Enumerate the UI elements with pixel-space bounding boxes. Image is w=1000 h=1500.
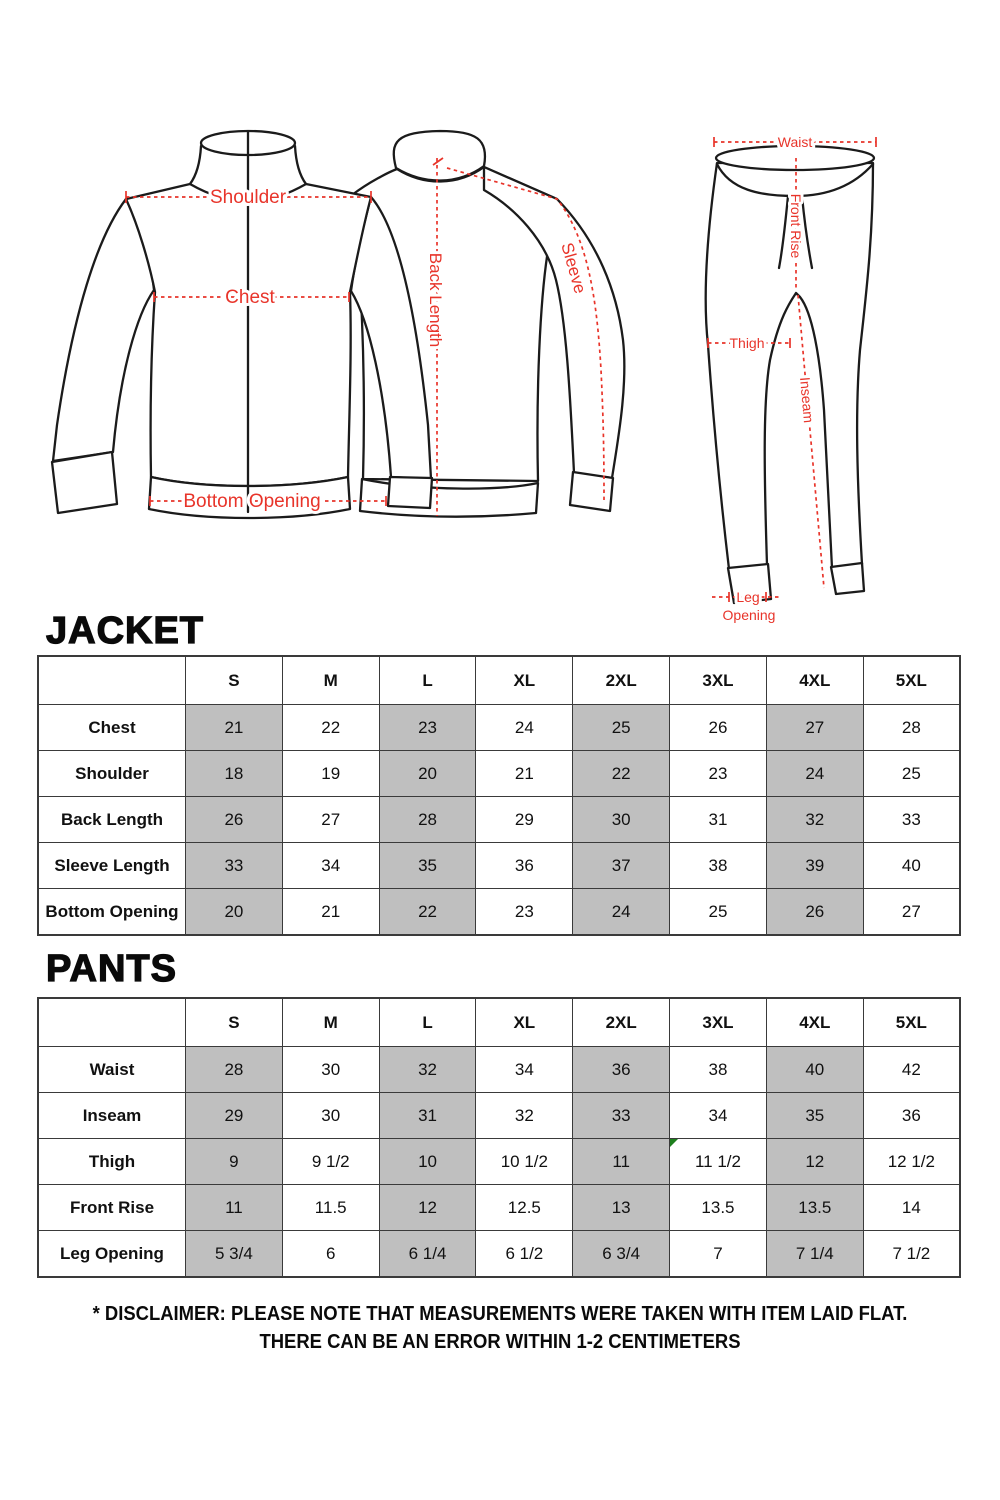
measurement-row [38,1093,960,1139]
pants-drawing [706,134,876,623]
measurement-value: 28 [379,797,476,843]
measurement-value: 40 [766,1047,863,1093]
measurement-value: 30 [282,1093,379,1139]
measurement-value: 18 [186,751,283,797]
measurement-value: 29 [186,1093,283,1139]
measurement-value: 23 [476,889,573,936]
measurement-value: 13.5 [766,1185,863,1231]
measurement-value: 34 [282,843,379,889]
measurement-label: Inseam [38,1093,186,1139]
measurement-value: 36 [573,1047,670,1093]
measurement-value: 10 [379,1139,476,1185]
front-rise-label: Front Rise [788,193,804,259]
cell-note-marker [670,1139,678,1147]
sleeve-label: Sleeve [557,240,590,296]
measurement-value: 5 3/4 [186,1231,283,1278]
measurement-value: 6 3/4 [573,1231,670,1278]
measurement-value: 13 [573,1185,670,1231]
measurement-row [38,1047,960,1093]
size-table [37,655,961,936]
measurement-value: 11 [573,1139,670,1185]
waist-label: Waist [777,134,813,150]
measurement-value: 11 1/2 [670,1139,767,1185]
size-diagram-illustration [0,0,1000,645]
measurement-value: 36 [863,1093,960,1139]
measurement-value: 38 [670,1047,767,1093]
measurement-value: 6 [282,1231,379,1278]
size-header-row [38,656,960,705]
measurement-value: 36 [476,843,573,889]
size-column-header: 4XL [766,998,863,1047]
measurement-value: 25 [670,889,767,936]
measurement-value: 38 [670,843,767,889]
disclaimer-line-2: THERE CAN BE AN ERROR WITHIN 1-2 CENTIMETERS [259,1330,741,1353]
measurement-row [38,751,960,797]
measurement-value: 30 [573,797,670,843]
measurement-label: Shoulder [38,751,186,797]
measurement-value: 7 [670,1231,767,1278]
measurement-value: 20 [186,889,283,936]
measurement-value: 22 [282,705,379,751]
measurement-label: Waist [38,1047,186,1093]
measurement-value: 37 [573,843,670,889]
measurement-value: 6 1/2 [476,1231,573,1278]
measurement-row [38,1185,960,1231]
measurement-label: Bottom Opening [38,889,186,936]
size-column-header: 2XL [573,656,670,705]
measurement-row [38,843,960,889]
size-column-header: L [379,656,476,705]
size-table [37,997,961,1278]
measurement-value: 23 [670,751,767,797]
measurement-value: 31 [670,797,767,843]
measurement-value: 34 [476,1047,573,1093]
measurement-value: 7 1/4 [766,1231,863,1278]
measurement-row [38,889,960,936]
pants-size-table [37,997,961,1278]
disclaimer-text [50,1300,950,1356]
corner-cell [38,998,186,1047]
measurement-value: 23 [379,705,476,751]
measurement-value: 12 [379,1185,476,1231]
measurement-value: 33 [573,1093,670,1139]
jacket-size-table [37,655,961,936]
size-column-header: S [186,656,283,705]
measurement-value: 42 [863,1047,960,1093]
inseam-label: Inseam [797,376,817,424]
measurement-value: 11 [186,1185,283,1231]
measurement-value: 39 [766,843,863,889]
measurement-value: 26 [670,705,767,751]
measurement-value: 30 [282,1047,379,1093]
measurement-value: 27 [282,797,379,843]
measurement-value: 21 [476,751,573,797]
measurement-value: 34 [670,1093,767,1139]
measurement-value: 32 [766,797,863,843]
measurement-value: 27 [766,705,863,751]
measurement-row [38,705,960,751]
measurement-label: Back Length [38,797,186,843]
measurement-value: 12.5 [476,1185,573,1231]
measurement-value: 25 [863,751,960,797]
measurement-value: 32 [379,1047,476,1093]
measurement-label: Leg Opening [38,1231,186,1278]
measurement-value: 24 [766,751,863,797]
bottom-opening-label: Bottom Opening [183,491,321,512]
measurement-value: 32 [476,1093,573,1139]
measurement-value: 22 [573,751,670,797]
measurement-value: 12 [766,1139,863,1185]
measurement-value: 19 [282,751,379,797]
size-column-header: M [282,656,379,705]
measurement-value: 22 [379,889,476,936]
measurement-value: 24 [573,889,670,936]
measurement-value: 21 [282,889,379,936]
thigh-label: Thigh [729,335,765,351]
size-header-row [38,998,960,1047]
measurement-value: 27 [863,889,960,936]
size-column-header: XL [476,656,573,705]
size-column-header: 2XL [573,998,670,1047]
measurement-value: 21 [186,705,283,751]
measurement-value: 35 [766,1093,863,1139]
measurement-value: 33 [186,843,283,889]
measurement-value: 40 [863,843,960,889]
disclaimer-line-1: * DISCLAIMER: PLEASE NOTE THAT MEASUREMENTS WERE TAKEN WITH ITEM LAID FLAT. [92,1302,908,1325]
measurement-label: Chest [38,705,186,751]
measurement-value: 31 [379,1093,476,1139]
corner-cell [38,656,186,705]
leg-opening-label-line2: Opening [722,607,776,623]
measurement-value: 9 1/2 [282,1139,379,1185]
measurement-label: Thigh [38,1139,186,1185]
measurement-value: 10 1/2 [476,1139,573,1185]
measurement-value: 9 [186,1139,283,1185]
measurement-value: 13.5 [670,1185,767,1231]
size-column-header: L [379,998,476,1047]
size-column-header: 3XL [670,998,767,1047]
size-column-header: 4XL [766,656,863,705]
measurement-row [38,1139,960,1185]
measurement-value: 14 [863,1185,960,1231]
measurement-value: 29 [476,797,573,843]
measurement-row [38,797,960,843]
measurement-value: 25 [573,705,670,751]
measurement-value: 20 [379,751,476,797]
measurement-value: 35 [379,843,476,889]
measurement-value: 28 [863,705,960,751]
measurement-label: Front Rise [38,1185,186,1231]
chest-label: Chest [225,287,275,308]
measurement-value: 12 1/2 [863,1139,960,1185]
size-column-header: 3XL [670,656,767,705]
size-column-header: XL [476,998,573,1047]
measurement-value: 33 [863,797,960,843]
measurement-value: 7 1/2 [863,1231,960,1278]
measurement-value: 24 [476,705,573,751]
pants-section-heading: PANTS [46,948,177,990]
jacket-section-heading: JACKET [46,610,205,652]
shoulder-label: Shoulder [209,187,287,208]
back-length-label: Back Length [426,252,445,348]
measurement-value: 26 [186,797,283,843]
size-column-header: S [186,998,283,1047]
measurement-value: 26 [766,889,863,936]
measurement-row [38,1231,960,1278]
size-column-header: M [282,998,379,1047]
measurement-value: 6 1/4 [379,1231,476,1278]
size-column-header: 5XL [863,656,960,705]
measurement-value: 28 [186,1047,283,1093]
size-column-header: 5XL [863,998,960,1047]
leg-opening-label-line1: Leg [736,589,760,605]
measurement-value: 11.5 [282,1185,379,1231]
measurement-label: Sleeve Length [38,843,186,889]
